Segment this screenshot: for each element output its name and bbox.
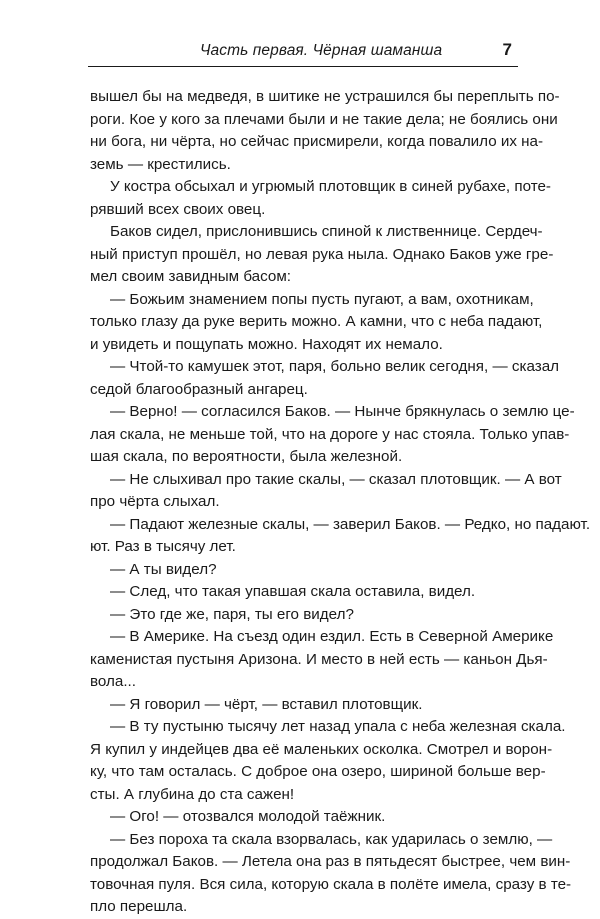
text-line: — А ты видел? <box>110 560 217 578</box>
text-line: ют. Раз в тысячу лет. <box>90 538 236 555</box>
text-line: земь — крестились. <box>90 155 231 173</box>
text-line: только глазу да руке верить можно. А камни, что с неба падают, <box>90 313 543 330</box>
body-text <box>90 86 591 919</box>
text-line: вола... <box>90 673 136 690</box>
text-line: ку, что там осталась. С доброе она озеро, шириной больше вер- <box>90 763 546 780</box>
text-line: сты. А глубина до ста сажен! <box>90 785 295 803</box>
text-line: — След, что такая упавшая скала оставила, видел. <box>110 583 476 600</box>
text-line: — Чтой-то камушек этот, паря, больно велик сегодня, — сказал <box>110 358 559 375</box>
text-line: лая скала, не меньше той, что на дороге у нас стояла. Только упав- <box>90 425 570 443</box>
text-line: и увидеть и пощупать можно. Находят их немало. <box>90 335 443 353</box>
text-line: — В ту пустыню тысячу лет назад упала с неба железная скала. <box>110 718 566 735</box>
text-line: роги. Кое у кого за плечами были и не такие дела; не боялись они <box>90 110 558 128</box>
text-line: — Падают железные скалы, — заверил Баков. — Редко, но падают. <box>110 515 591 533</box>
text-line: вышел бы на медведя, в шитике не устрашился бы переплыть по- <box>90 88 560 105</box>
text-line: седой благообразный ангарец. <box>90 380 308 398</box>
running-header <box>88 40 518 64</box>
text-line: — Без пороха та скала взорвалась, как ударилась о землю, — <box>110 830 553 848</box>
text-line: — Божьим знамением попы пусть пугают, а вам, охотникам, <box>110 290 534 308</box>
text-line: товочная пуля. Вся сила, которую скала в полёте имела, сразу в те- <box>90 875 572 893</box>
running-header-title: Часть первая. Чёрная шаманша <box>200 42 443 59</box>
text-line: шая скала, по вероятности, была железной. <box>90 448 403 465</box>
text-line: пло перешла. <box>90 898 188 915</box>
text-line: продолжал Баков. — Летела она раз в пятьдесят быстрее, чем вин- <box>90 853 571 870</box>
text-line: ни бога, ни чёрта, но сейчас присмирели, когда повалило их на- <box>90 133 544 150</box>
text-line: — Я говорил — чёрт, — вставил плотовщик. <box>110 695 423 713</box>
text-line: про чёрта слыхал. <box>90 493 220 510</box>
text-line: мел своим завидным басом: <box>90 268 292 285</box>
text-line: У костра обсыхал и угрюмый плотовщик в синей рубахе, поте- <box>110 178 551 195</box>
text-line: рявший всех своих овец. <box>90 200 266 218</box>
text-line: ный приступ прошёл, но левая рука ныла. Однако Баков уже гре- <box>90 245 554 263</box>
text-line: Баков сидел, прислонившись спиной к лиственнице. Сердеч- <box>110 223 543 240</box>
page-number: 7 <box>502 40 512 59</box>
header-rule <box>88 66 518 67</box>
text-line: — В Америке. На съезд один ездил. Есть в Северной Америке <box>110 628 554 645</box>
text-line: — Не слыхивал про такие скалы, — сказал плотовщик. — А вот <box>110 470 562 488</box>
text-line: Я купил у индейцев два её маленьких осколка. Смотрел и ворон- <box>90 740 553 758</box>
text-line: каменистая пустыня Аризона. И место в ней есть — каньон Дья- <box>90 650 548 668</box>
text-line: — Это где же, паря, ты его видел? <box>110 605 354 623</box>
text-line: — Верно! — согласился Баков. — Нынче брякнулась о землю це- <box>110 403 575 420</box>
text-line: — Ого! — отозвался молодой таёжник. <box>110 808 386 825</box>
